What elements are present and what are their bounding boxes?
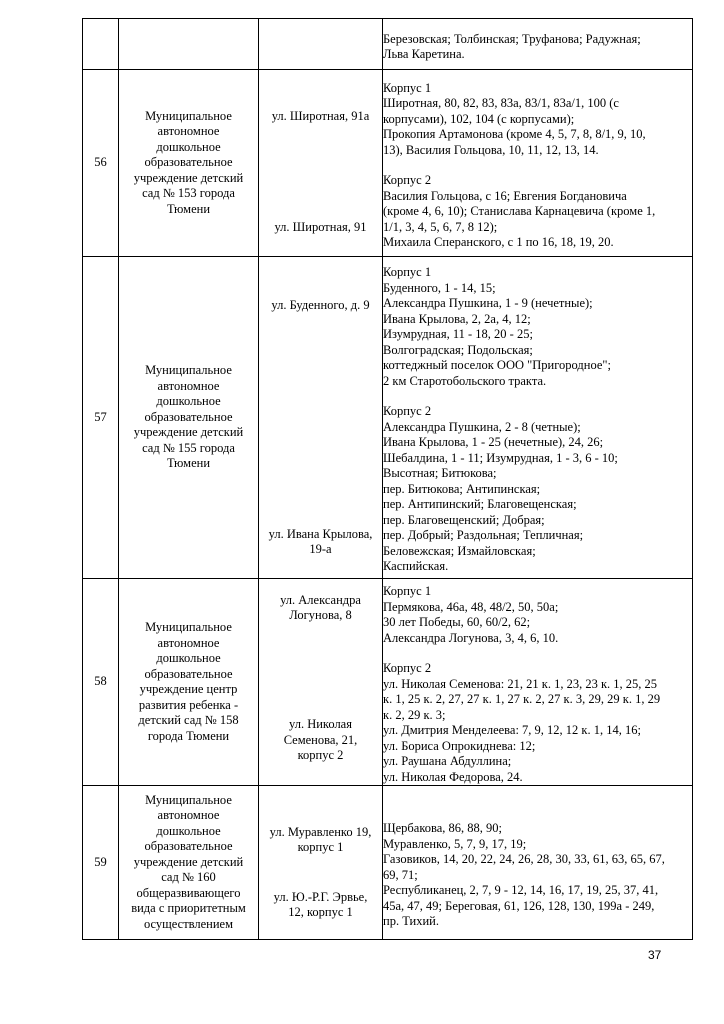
- institution-name: Муниципальное автономное дошкольное образовательное учреждение центр развития ребенка - детский сад № 158 города Тюмени: [119, 579, 259, 786]
- street-block: [383, 32, 692, 63]
- street-block: [383, 821, 692, 930]
- street-line: Каспийская.: [383, 559, 449, 574]
- street-line: Ивана Крылова, 1 - 25 (нечетные), 24, 26;: [383, 435, 604, 450]
- district-table: [82, 18, 693, 940]
- street-line: Газовиков, 14, 20, 22, 24, 26, 28, 30, 33, 61, 63, 65, 67,: [383, 852, 665, 867]
- address-line: ул. Николая Семенова, 21, корпус 2: [283, 717, 358, 762]
- street-line: Льва Каретина.: [383, 47, 465, 61]
- street-line: Александра Пушкина, 2 - 8 (четные);: [383, 419, 581, 434]
- street-block: [383, 265, 692, 389]
- street-line: пер. Благовещенский; Добрая;: [383, 512, 545, 527]
- table-row: [83, 786, 693, 940]
- street-line: Александра Логунова, 3, 4, 6, 10.: [383, 630, 559, 645]
- address-line: ул. Муравленко 19, корпус 1: [269, 824, 372, 854]
- street-line: Корпус 1: [383, 265, 432, 280]
- street-line: Березовская; Толбинская; Труфанова; Радужная;: [383, 31, 641, 46]
- address-line: ул. Широтная, 91а: [271, 108, 370, 123]
- street-line: 2 км Старотобольского тракта.: [383, 373, 547, 388]
- street-line: Буденного, 1 - 14, 15;: [383, 280, 496, 295]
- assigned-streets: [383, 257, 693, 579]
- row-number: [83, 19, 119, 70]
- page-number: 37: [648, 948, 662, 962]
- street-block: [383, 81, 692, 159]
- street-block: [383, 584, 692, 646]
- street-line: Муравленко, 5, 7, 9, 17, 19;: [383, 836, 527, 851]
- institution-addresses: [259, 579, 383, 786]
- street-line: ул. Николая Федорова, 24.: [383, 769, 523, 784]
- row-number: 57: [83, 257, 119, 579]
- street-line: ул. Николая Семенова: 21, 21 к. 1, 23, 23 к. 1, 25, 25: [383, 676, 658, 691]
- street-line: Пермякова, 46а, 48, 48/2, 50, 50а;: [383, 599, 559, 614]
- street-line: 13), Василия Гольцова, 10, 11, 12, 13, 14.: [383, 142, 599, 157]
- institution-addresses: [259, 786, 383, 940]
- street-line: 69, 71;: [383, 867, 418, 882]
- institution-name: Муниципальное автономное дошкольное образовательное учреждение детский сад № 153 города Тюмени: [119, 70, 259, 257]
- street-line: Василия Гольцова, с 16; Евгения Богдановича: [383, 188, 627, 203]
- row-number: 59: [83, 786, 119, 940]
- street-line: пр. Тихий.: [383, 914, 439, 929]
- assigned-streets: [383, 786, 693, 940]
- street-line: Корпус 2: [383, 661, 432, 675]
- address-line: ул. Ивана Крылова, 19-а: [268, 526, 373, 556]
- street-line: Александра Пушкина, 1 - 9 (нечетные);: [383, 296, 593, 311]
- table-row: [83, 257, 693, 579]
- table-row: [83, 19, 693, 70]
- street-block: [383, 173, 692, 251]
- row-number: 58: [83, 579, 119, 786]
- table-row: [83, 579, 693, 786]
- street-block: [383, 404, 692, 575]
- street-line: ул. Раушана Абдуллина;: [383, 754, 512, 768]
- street-line: Корпус 2: [383, 404, 432, 419]
- street-line: Прокопия Артамонова (кроме 4, 5, 7, 8, 8/1, 9, 10,: [383, 127, 646, 141]
- street-line: 1/1, 3, 4, 5, 6, 7, 8 12);: [383, 219, 498, 234]
- institution-name: Муниципальное автономное дошкольное образовательное учреждение детский сад № 160 общеразвивающего вида с приоритетным осуществлением: [119, 786, 259, 940]
- street-line: Михаила Сперанского, с 1 по 16, 18, 19, 20.: [383, 235, 614, 249]
- street-line: ул. Дмитрия Менделеева: 7, 9, 12, 12 к. 1, 14, 16;: [383, 723, 641, 737]
- street-line: Корпус 1: [383, 80, 432, 95]
- street-line: коттеджный поселок ООО "Пригородное";: [383, 358, 611, 373]
- institution-addresses: [259, 70, 383, 257]
- table-row: [83, 70, 693, 257]
- institution-name: Муниципальное автономное дошкольное образовательное учреждение детский сад № 155 города Тюмени: [119, 257, 259, 579]
- street-line: Ивана Крылова, 2, 2а, 4, 12;: [383, 311, 531, 326]
- street-line: 45а, 47, 49; Береговая, 61, 126, 128, 130, 199а - 249,: [383, 898, 655, 913]
- street-line: Щербакова, 86, 88, 90;: [383, 821, 503, 836]
- street-line: Корпус 1: [383, 584, 432, 598]
- street-line: пер. Битюкова; Антипинская;: [383, 481, 541, 496]
- street-line: (кроме 4, 6, 10); Станислава Карнацевича (кроме 1,: [383, 204, 656, 218]
- table-body: [83, 19, 693, 940]
- street-line: пер. Антипинский; Благовещенская;: [383, 497, 577, 512]
- street-line: Корпус 2: [383, 173, 432, 187]
- street-line: Высотная; Битюкова;: [383, 466, 497, 481]
- street-line: Республиканец, 2, 7, 9 - 12, 14, 16, 17, 19, 25, 37, 41,: [383, 883, 659, 898]
- street-line: 30 лет Победы, 60, 60/2, 62;: [383, 615, 531, 629]
- street-line: Изумрудная, 11 - 18, 20 - 25;: [383, 327, 533, 342]
- institution-name: [119, 19, 259, 70]
- street-line: Беловежская; Измайловская;: [383, 543, 536, 558]
- institution-addresses: [259, 257, 383, 579]
- street-block: [383, 661, 692, 785]
- street-line: ул. Бориса Опрокиднева: 12;: [383, 738, 536, 753]
- street-line: Шебалдина, 1 - 11; Изумрудная, 1 - 3, 6 - 10;: [383, 450, 618, 465]
- assigned-streets: [383, 70, 693, 257]
- street-line: к. 1, 25 к. 2, 27, 27 к. 1, 27 к. 2, 27 к. 3, 29, 29 к. 1, 29: [383, 692, 661, 706]
- street-line: Волгоградская; Подольская;: [383, 342, 533, 357]
- address-line: ул. Ю.-Р.Г. Эрвье, 12, корпус 1: [273, 889, 368, 919]
- address-line: ул. Александра Логунова, 8: [280, 592, 361, 622]
- street-line: к. 2, 29 к. 3;: [383, 707, 446, 722]
- address-line: ул. Широтная, 91: [274, 220, 367, 234]
- street-line: пер. Добрый; Раздольная; Тепличная;: [383, 528, 584, 543]
- assigned-streets: [383, 19, 693, 70]
- assigned-streets: [383, 579, 693, 786]
- address-line: ул. Буденного, д. 9: [271, 297, 370, 312]
- street-line: корпусами), 102, 104 (с корпусами);: [383, 111, 575, 126]
- row-number: 56: [83, 70, 119, 257]
- street-line: Широтная, 80, 82, 83, 83а, 83/1, 83а/1, 100 (с: [383, 96, 619, 110]
- institution-addresses: [259, 19, 383, 70]
